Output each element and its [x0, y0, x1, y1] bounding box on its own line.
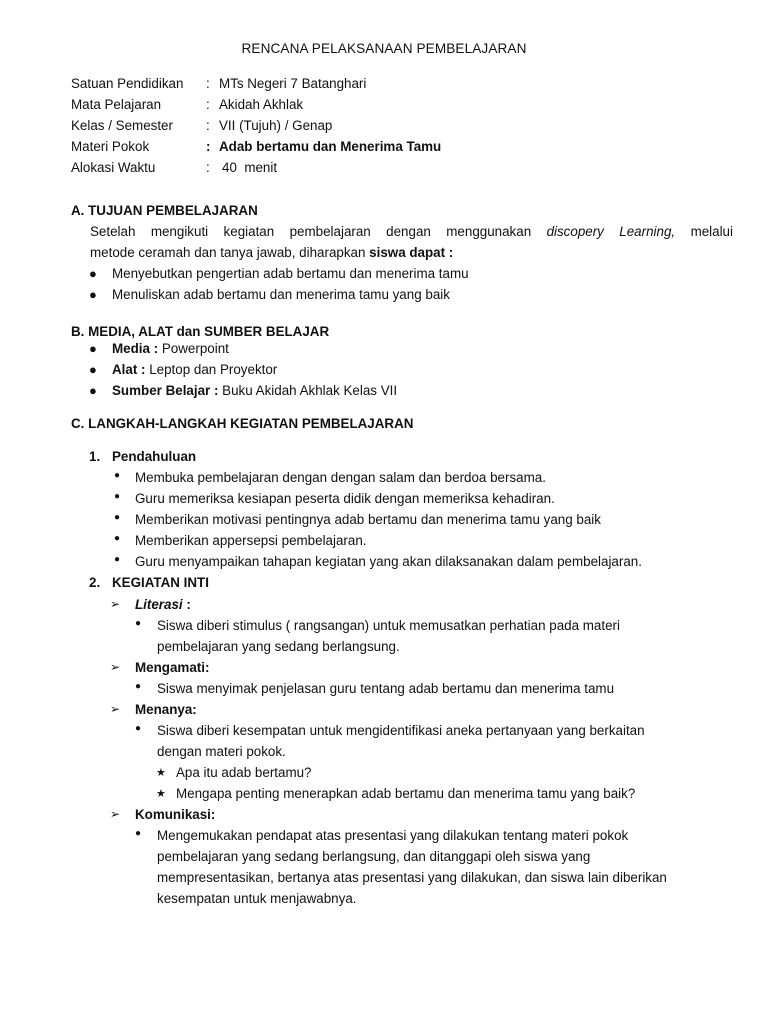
activity-name: Literasi: [135, 597, 183, 612]
subsection-title: Pendahuluan: [112, 449, 197, 464]
list-item: Guru menyampaikan tahapan kegiatan yang akan dilaksanakan dalam pembelajaran.: [135, 554, 642, 569]
identity-colon: :: [206, 118, 210, 133]
intro-text: Setelah mengikuti kegiatan pembelajaran dengan menggunakan: [90, 224, 532, 239]
identity-label: Mata Pelajaran: [71, 97, 162, 112]
intro-bold: siswa dapat :: [369, 245, 454, 260]
section-a-intro-line2: [90, 245, 453, 260]
identity-label: Alokasi Waktu: [71, 160, 156, 175]
item-label: Alat :: [112, 362, 146, 377]
list-item: [112, 383, 397, 398]
item-value: Buku Akidah Akhlak Kelas VII: [222, 383, 398, 398]
intro-text: metode ceramah dan tanya jawab, diharapkan: [90, 245, 366, 260]
arrow-bullet-icon: ➢: [110, 597, 121, 611]
list-number: 2.: [89, 575, 101, 590]
star-bullet-icon: ★: [156, 788, 166, 800]
bullet-icon: ●: [114, 512, 121, 523]
bullet-icon: ●: [89, 362, 97, 377]
bullet-icon: ●: [135, 828, 142, 839]
activity-label: Mengamati:: [135, 660, 210, 675]
section-b-heading: B. MEDIA, ALAT dan SUMBER BELAJAR: [71, 324, 330, 339]
list-item: Menuliskan adab bertamu dan menerima tamu yang baik: [112, 287, 450, 302]
activity-label: Menanya:: [135, 702, 197, 717]
activity-text: pembelajaran yang sedang berlangsung.: [157, 639, 400, 654]
bullet-icon: ●: [114, 554, 121, 565]
identity-colon: :: [206, 160, 210, 175]
identity-colon: :: [206, 76, 210, 91]
intro-italic: discopery Learning,: [546, 224, 676, 239]
list-item: [112, 341, 229, 356]
section-c-heading: C. LANGKAH-LANGKAH KEGIATAN PEMBELAJARAN: [71, 416, 414, 431]
list-item: Membuka pembelajaran dengan dengan salam dan berdoa bersama.: [135, 470, 546, 485]
activity-text: kesempatan untuk menjawabnya.: [157, 891, 357, 906]
list-item: Memberikan motivasi pentingnya adab bertamu dan menerima tamu yang baik: [135, 512, 601, 527]
identity-colon: :: [206, 97, 210, 112]
identity-label: Kelas / Semester: [71, 118, 173, 133]
activity-text: Siswa diberi stimulus ( rangsangan) untuk memusatkan perhatian pada materi: [157, 618, 620, 633]
activity-text: pembelajaran yang sedang berlangsung, dan ditanggapi oleh siswa yang: [157, 849, 591, 864]
section-a-intro-line1: [90, 224, 733, 239]
list-item: [112, 362, 277, 377]
item-label: Media :: [112, 341, 159, 356]
activity-colon: :: [182, 597, 191, 612]
bullet-icon: ●: [135, 618, 142, 629]
arrow-bullet-icon: ➢: [110, 702, 121, 716]
bullet-icon: ●: [89, 266, 97, 281]
activity-label: Komunikasi:: [135, 807, 216, 822]
arrow-bullet-icon: ➢: [110, 660, 121, 674]
bullet-icon: ●: [89, 383, 97, 398]
subsection-title: KEGIATAN INTI: [112, 575, 209, 590]
list-item: Guru memeriksa kesiapan peserta didik dengan memeriksa kehadiran.: [135, 491, 555, 506]
activity-label: [135, 597, 191, 612]
identity-label: Materi Pokok: [71, 139, 150, 154]
activity-text: mempresentasikan, bertanya atas presentasi yang dilakukan, dan siswa lain diberikan: [157, 870, 667, 885]
identity-value: MTs Negeri 7 Batanghari: [219, 76, 367, 91]
activity-text: dengan materi pokok.: [157, 744, 286, 759]
document-title: RENCANA PELAKSANAAN PEMBELAJARAN: [241, 41, 527, 56]
identity-value: 40 menit: [222, 160, 278, 175]
bullet-icon: ●: [89, 341, 97, 356]
bullet-icon: ●: [114, 533, 121, 544]
identity-label: Satuan Pendidikan: [71, 76, 184, 91]
item-value: Powerpoint: [161, 341, 229, 356]
arrow-bullet-icon: ➢: [110, 807, 121, 821]
identity-value: Adab bertamu dan Menerima Tamu: [219, 139, 442, 154]
item-value: Leptop dan Proyektor: [149, 362, 278, 377]
intro-text: melalui: [690, 224, 733, 239]
activity-text: Mengemukakan pendapat atas presentasi yang dilakukan tentang materi pokok: [157, 828, 629, 843]
section-a-heading: A. TUJUAN PEMBELAJARAN: [71, 203, 258, 218]
question-item: Mengapa penting menerapkan adab bertamu dan menerima tamu yang baik?: [176, 786, 636, 801]
bullet-icon: ●: [135, 723, 142, 734]
list-number: 1.: [89, 449, 101, 464]
identity-colon: :: [206, 139, 211, 154]
bullet-icon: ●: [135, 681, 142, 692]
bullet-icon: ●: [114, 491, 121, 502]
bullet-icon: ●: [114, 470, 121, 481]
bullet-icon: ●: [89, 287, 97, 302]
activity-text: Siswa diberi kesempatan untuk mengidentifikasi aneka pertanyaan yang berkaitan: [157, 723, 645, 738]
activity-text: Siswa menyimak penjelasan guru tentang adab bertamu dan menerima tamu: [157, 681, 615, 696]
identity-value: VII (Tujuh) / Genap: [219, 118, 333, 133]
question-item: Apa itu adab bertamu?: [176, 765, 312, 780]
identity-value: Akidah Akhlak: [219, 97, 304, 112]
item-label: Sumber Belajar :: [112, 383, 219, 398]
list-item: Memberikan appersepsi pembelajaran.: [135, 533, 367, 548]
list-item: Menyebutkan pengertian adab bertamu dan menerima tamu: [112, 266, 469, 281]
star-bullet-icon: ★: [156, 767, 166, 779]
